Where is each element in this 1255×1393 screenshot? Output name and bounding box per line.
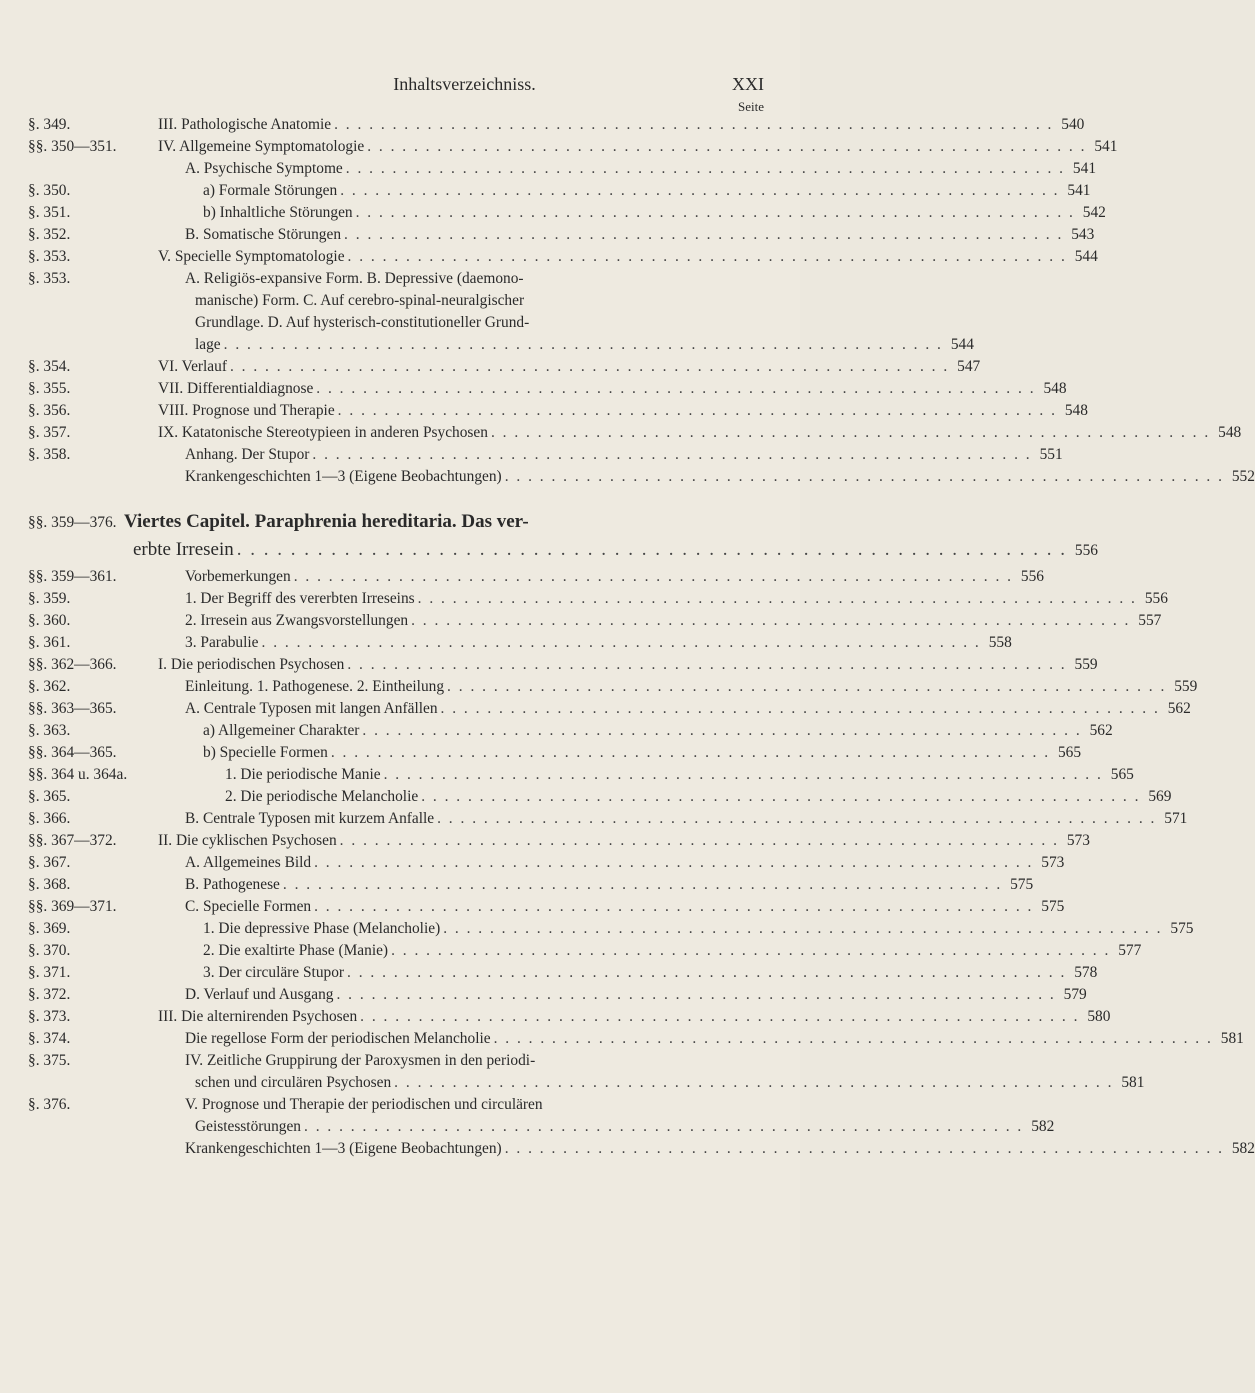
entry-page: 581 <box>1121 1074 1145 1091</box>
section-number: §§. 362—366. <box>28 656 117 673</box>
leader-dots: . . . . . . . . . . . . . . . . . . . . . . . . . . . . . . . . . . . . . . . . . . . . . . . . . . . . . . . . . . . . . . <box>339 832 1059 849</box>
section-number: §§. 350—351. <box>28 138 117 155</box>
section-number: §. 362. <box>28 678 71 695</box>
toc-entry <box>0 786 1172 808</box>
entry-page: 548 <box>1043 380 1067 397</box>
chapter-title-line: Viertes Capitel. Paraphrenia hereditaria. Das ver- <box>124 511 529 532</box>
entry-body <box>185 466 1255 488</box>
entry-title-line: A. Religiös-expansive Form. B. Depressive (daemono- <box>185 270 524 287</box>
entry-body <box>185 1138 1255 1160</box>
toc-entry <box>0 444 1063 466</box>
leader-dots: . . . . . . . . . . . . . . . . . . . . . . . . . . . . . . . . . . . . . . . . . . . . . . . . . . . . . . . . . . . . . . <box>391 942 1111 959</box>
toc-entry <box>0 180 1091 202</box>
entry-page: 556 <box>1074 542 1098 559</box>
entry-title: IX. Katatonische Stereotypieen in anderen Psychosen <box>158 424 488 441</box>
section-number: §§. 369—371. <box>28 898 117 915</box>
section-number: §. 360. <box>28 612 71 629</box>
toc-entry <box>0 918 1194 940</box>
entry-body <box>185 224 1095 246</box>
toc-entry <box>0 202 1106 224</box>
toc-entry <box>0 566 1044 588</box>
entry-line <box>185 1050 766 1072</box>
entry-page: 556 <box>1020 568 1044 585</box>
entry-body <box>203 180 1091 202</box>
entry-body <box>185 808 1188 830</box>
toc-entry <box>0 940 1142 962</box>
entry-title: C. Specielle Formen <box>185 898 312 915</box>
entry-line <box>185 290 766 312</box>
leader-dots: . . . . . . . . . . . . . . . . . . . . . . . . . . . . . . . . . . . . . . . . . . . . . . . . . . . . . . . . . . . . . . <box>493 1030 1213 1047</box>
entry-page: 579 <box>1063 986 1087 1003</box>
toc-entry <box>0 466 1255 488</box>
leader-dots: . . . . . . . . . . . . . . . . . . . . . . . . . . . . . . . . . . . . . . . . . . . . . . . . . . . . . . . . . . . . . . <box>334 116 1054 133</box>
leader-dots: . . . . . . . . . . . . . . . . . . . . . . . . . . . . . . . . . . . . . . . . . . . . . . . . . . . . . . . . . . . . . . <box>417 590 1137 607</box>
entry-body <box>185 158 1097 180</box>
entry-title: Anhang. Der Stupor <box>185 446 310 463</box>
entry-line <box>185 1116 1055 1138</box>
leader-dots: . . . . . . . . . . . . . . . . . . . . . . . . . . . . . . . . . . . . . . . . . . . . . . . . . . . . . . . . . . . . . . <box>447 678 1167 695</box>
entry-body <box>185 1028 1244 1050</box>
toc-entry <box>0 984 1087 1006</box>
section-number: §. 371. <box>28 964 71 981</box>
entry-page: 548 <box>1218 424 1242 441</box>
leader-dots: . . . . . . . . . . . . . . . . . . . . . . . . . . . . . . . . . . . . . . . . . . . . . . . . . . . . . . . . . . . . . . <box>345 160 1066 177</box>
running-title: Inhaltsverzeichniss. <box>393 74 536 94</box>
leader-dots: . . . . . . . . . . . . . . . . . . . . . . . . . . . . . . . . . . . . . . . . . . . . . . . . . . . . . . . . . . . . . . <box>312 446 1032 463</box>
entry-title: 2. Die periodische Melancholie <box>225 788 419 805</box>
section-number: §§. 359—376. <box>28 514 117 531</box>
entry-title: 1. Der Begriff des vererbten Irreseins <box>185 590 415 607</box>
entry-body <box>158 356 981 378</box>
section-number: §. 358. <box>28 446 71 463</box>
section-number: §. 359. <box>28 590 71 607</box>
leader-dots: . . . . . . . . . . . . . . . . . . . . . . . . . . . . . . . . . . . . . . . . . . . . . . . . . . . . . . . . . . . . . . <box>344 226 1064 243</box>
section-number: §. 368. <box>28 876 71 893</box>
section-number: §. 353. <box>28 270 71 287</box>
entry-title: 1. Die periodische Manie <box>225 766 381 783</box>
entry-title: Die regellose Form der periodischen Melancholie <box>185 1030 491 1047</box>
chapter-title-rest: erbte Irresein <box>133 539 234 560</box>
entry-title: III. Die alternirenden Psychosen <box>158 1008 358 1025</box>
leader-dots: . . . . . . . . . . . . . . . . . . . . . . . . . . . . . . . . . . . . . . . . . . . . . . . . . . . . . . . . . . . . . . <box>347 248 1067 265</box>
section-number: §. 373. <box>28 1008 71 1025</box>
leader-dots: . . . . . . . . . . . . . . . . . . . . . . . . . . . . . . . . . . . . . . . . . . . . . . . . . . . . . . . . . . . . . . <box>337 402 1057 419</box>
leader-dots: . . . . . . . . . . . . . . . . . . . . . . . . . . . . . . . . . . . . . . . . . . . . . . . . . . . . . . . . . . . . . . <box>362 722 1082 739</box>
chapter-heading <box>0 508 1098 562</box>
leader-dots: . . . . . . . . . . . . . . . . . . . . . . . . . . . . . . . . . . . . . . . . . . . . . . . . . . . . . . . . . . . . . . <box>347 964 1067 981</box>
section-number: §. 353. <box>28 248 71 265</box>
section-number: §§. 364—365. <box>28 744 117 761</box>
toc-entry <box>0 852 1065 874</box>
entry-page: 562 <box>1089 722 1113 739</box>
toc-entry <box>0 742 1082 764</box>
leader-dots: . . . . . . . . . . . . . . . . . . . . . . . . . . . . . . . . . . . . . . . . . . . . . . . . . . . . . . . . . . . . . . <box>340 182 1060 199</box>
entry-body <box>185 698 1191 720</box>
entry-page: 547 <box>957 358 981 375</box>
entry-page: 541 <box>1072 160 1097 177</box>
section-number: §. 375. <box>28 1052 71 1069</box>
entry-page: 544 <box>1074 248 1098 265</box>
section-number: §. 363. <box>28 722 71 739</box>
entry-page: 562 <box>1167 700 1191 717</box>
entry-body <box>158 136 1118 158</box>
entry-body <box>185 896 1065 918</box>
leader-dots: . . . . . . . . . . . . . . . . . . . . . . . . . . . . . . . . . . . . . . . . . . . . . . . . . . . . . . . . . . . . . . <box>383 766 1103 783</box>
section-number: §. 366. <box>28 810 71 827</box>
entry-body <box>203 720 1113 742</box>
entry-page: 575 <box>1170 920 1194 937</box>
toc-entry <box>0 114 1085 136</box>
section-number: §. 351. <box>28 204 71 221</box>
entry-line <box>185 312 766 334</box>
entry-title-line: schen und circulären Psychosen <box>195 1074 392 1091</box>
section-number: §. 357. <box>28 424 71 441</box>
leader-dots: . . . . . . . . . . . . . . . . . . . . . . . . . . . . . . . . . . . . . . . . . . . . . . . . . . . . . . . . . . . . . . <box>360 1008 1080 1025</box>
entry-body <box>225 786 1172 808</box>
entry-title: b) Specielle Formen <box>203 744 328 761</box>
leader-dots: . . . . . . . . . . . . . . . . . . . . . . . . . . . . . . . . . . . . . . . . . . . . . . . . . . . . . . . . . . . . . . <box>440 700 1160 717</box>
section-number: §. 349. <box>28 116 71 133</box>
entry-title: Einleitung. 1. Pathogenese. 2. Eintheilung <box>185 678 445 695</box>
leader-dots: . . . . . . . . . . . . . . . . . . . . . . . . . . . . . . . . . . . . . . . . . . . . . . . . . . . . . . . . . . . . . . <box>394 1074 1114 1091</box>
toc-entry <box>0 246 1098 268</box>
section-number: §. 372. <box>28 986 71 1003</box>
entry-page: 565 <box>1110 766 1134 783</box>
entry-page: 543 <box>1071 226 1095 243</box>
leader-dots: . . . . . . . . . . . . . . . . . . . . . . . . . . . . . . . . . . . . . . . . . . . . . . . . . . . . . . . . . . . . . . <box>437 810 1157 827</box>
leader-dots: . . . . . . . . . . . . . . . . . . . . . . . . . . . . . . . . . . . . . . . . . . . . . . . . . . . . . . . . . . . . . . <box>367 138 1087 155</box>
entry-title: A. Centrale Typosen mit langen Anfällen <box>185 700 438 717</box>
entry-page: 558 <box>988 634 1012 651</box>
entry-page: 569 <box>1148 788 1172 805</box>
entry-body <box>185 566 1044 588</box>
entry-title: 2. Die exaltirte Phase (Manie) <box>203 942 389 959</box>
entry-page: 548 <box>1064 402 1088 419</box>
entry-title: III. Pathologische Anatomie <box>158 116 332 133</box>
entry-title-line: Grundlage. D. Auf hysterisch-constitutioneller Grund- <box>195 314 530 331</box>
entry-page: 541 <box>1094 138 1118 155</box>
leader-dots: . . . . . . . . . . . . . . . . . . . . . . . . . . . . . . . . . . . . . . . . . . . . . . . . . . . . . . . . . . . . . . <box>504 468 1224 485</box>
entry-title: A. Allgemeines Bild <box>185 854 312 871</box>
leader-dots: . . . . . . . . . . . . . . . . . . . . . . . . . . . . . . . . . . . . . . . . . . . . . . . . . . . . . . . . . . . . . . <box>223 336 943 353</box>
entry-page: 565 <box>1057 744 1082 761</box>
entry-title: B. Somatische Störungen <box>185 226 342 243</box>
entry-page: 573 <box>1066 832 1090 849</box>
seite-label: Seite <box>738 99 764 114</box>
entry-page: 573 <box>1041 854 1065 871</box>
table-of-contents <box>0 114 1255 1160</box>
section-number: §. 350. <box>28 182 71 199</box>
entry-body <box>158 400 1088 422</box>
entry-page: 556 <box>1144 590 1168 607</box>
leader-dots: . . . . . . . . . . . . . . . . . . . . . . . . . . . . . . . . . . . . . . . . . . . . . . . . . . . . . . . . . . . . . . <box>355 204 1075 221</box>
section-number: §§. 359—361. <box>28 568 117 585</box>
leader-dots: . . . . . . . . . . . . . . . . . . . . . . . . . . . . . . . . . . . . . . . . . . . . . . . . . . . . . . . . . . . . . . <box>504 1140 1224 1157</box>
entry-title: 3. Der circuläre Stupor <box>203 964 345 981</box>
entry-body <box>225 764 1134 786</box>
entry-body <box>203 202 1106 224</box>
toc-entry <box>0 632 1012 654</box>
toc-entry-multiline <box>0 268 974 356</box>
entry-title: 1. Die depressive Phase (Melancholie) <box>203 920 441 937</box>
entry-page: 541 <box>1067 182 1091 199</box>
leader-dots: . . . . . . . . . . . . . . . . . . . . . . . . . . . . . . . . . . . . . . . . . . . . . . . . . . . . . . . . . . . . . . <box>304 1118 1024 1135</box>
entry-body <box>185 268 974 356</box>
section-number: §. 361. <box>28 634 71 651</box>
toc-entry <box>0 874 1034 896</box>
entry-title: V. Specielle Symptomatologie <box>158 248 345 265</box>
entry-title: A. Psychische Symptome <box>185 160 343 177</box>
entry-body <box>158 114 1085 136</box>
entry-page: 577 <box>1118 942 1142 959</box>
entry-page: 582 <box>1031 1118 1055 1135</box>
entry-page: 559 <box>1074 656 1098 673</box>
entry-body <box>158 830 1090 852</box>
entry-title: VI. Verlauf <box>158 358 227 375</box>
toc-entry <box>0 378 1067 400</box>
entry-page: 582 <box>1231 1140 1255 1157</box>
entry-page: 575 <box>1010 876 1034 893</box>
toc-entry <box>0 422 1242 444</box>
toc-entry <box>0 808 1188 830</box>
leader-dots: . . . . . . . . . . . . . . . . . . . . . . . . . . . . . . . . . . . . . . . . . . . . . . . . . . . . . . . . . . . . . . <box>421 788 1141 805</box>
toc-entry <box>0 896 1065 918</box>
leader-dots: . . . . . . . . . . . . . . . . . . . . . . . . . . . . . . . . . . . . . . . . . . . . . . . . . . . . . . . . . . . . . . <box>316 380 1036 397</box>
entry-body <box>185 444 1063 466</box>
entry-title: I. Die periodischen Psychosen <box>158 656 345 673</box>
leader-dots: . . . . . . . . . . . . . . . . . . . . . . . . . . . . . . . . . . . . . . . . . . . . . . . . . . . . . . . . . . . . . . <box>236 539 1067 560</box>
leader-dots: . . . . . . . . . . . . . . . . . . . . . . . . . . . . . . . . . . . . . . . . . . . . . . . . . . . . . . . . . . . . . . <box>293 568 1013 585</box>
toc-entry <box>0 158 1097 180</box>
entry-line <box>185 1072 1145 1094</box>
section-number: §. 354. <box>28 358 71 375</box>
toc-entry <box>0 588 1168 610</box>
entry-body <box>158 422 1242 444</box>
section-number: §. 367. <box>28 854 71 871</box>
entry-body <box>185 984 1087 1006</box>
section-number: §. 374. <box>28 1030 71 1047</box>
toc-entry <box>0 962 1098 984</box>
toc-entry <box>0 698 1191 720</box>
entry-title-line: Geistesstörungen <box>195 1118 302 1135</box>
leader-dots: . . . . . . . . . . . . . . . . . . . . . . . . . . . . . . . . . . . . . . . . . . . . . . . . . . . . . . . . . . . . . . <box>330 744 1051 761</box>
entry-title-line: V. Prognose und Therapie der periodischen und circulären <box>185 1096 543 1113</box>
entry-page: 580 <box>1087 1008 1111 1025</box>
entry-body <box>203 918 1194 940</box>
entry-title: a) Allgemeiner Charakter <box>203 722 360 739</box>
toc-entry <box>0 136 1118 158</box>
entry-body <box>203 962 1098 984</box>
leader-dots: . . . . . . . . . . . . . . . . . . . . . . . . . . . . . . . . . . . . . . . . . . . . . . . . . . . . . . . . . . . . . . <box>443 920 1163 937</box>
entry-title: VII. Differentialdiagnose <box>158 380 314 397</box>
entry-body <box>185 676 1198 698</box>
entry-title-line: lage <box>195 336 221 353</box>
section-number: §. 355. <box>28 380 71 397</box>
entry-title: II. Die cyklischen Psychosen <box>158 832 337 849</box>
toc-entry <box>0 1138 1255 1160</box>
entry-title: B. Pathogenese <box>185 876 280 893</box>
entry-body <box>158 654 1098 676</box>
toc-entry <box>0 400 1088 422</box>
entry-body <box>158 246 1098 268</box>
toc-entry <box>0 830 1090 852</box>
leader-dots: . . . . . . . . . . . . . . . . . . . . . . . . . . . . . . . . . . . . . . . . . . . . . . . . . . . . . . . . . . . . . . <box>229 358 950 375</box>
entry-title: VIII. Prognose und Therapie <box>158 402 335 419</box>
toc-entry <box>0 224 1095 246</box>
entry-title: B. Centrale Typosen mit kurzem Anfalle <box>185 810 435 827</box>
toc-entry-multiline <box>0 1050 1145 1094</box>
entry-body <box>203 940 1142 962</box>
entry-body <box>185 852 1065 874</box>
section-number: §. 376. <box>28 1096 71 1113</box>
leader-dots: . . . . . . . . . . . . . . . . . . . . . . . . . . . . . . . . . . . . . . . . . . . . . . . . . . . . . . . . . . . . . . <box>411 612 1131 629</box>
entry-page: 540 <box>1061 116 1085 133</box>
entry-line <box>185 268 766 290</box>
leader-dots: . . . . . . . . . . . . . . . . . . . . . . . . . . . . . . . . . . . . . . . . . . . . . . . . . . . . . . . . . . . . . . <box>314 854 1034 871</box>
toc-entry <box>0 610 1162 632</box>
entry-body <box>185 588 1168 610</box>
toc-entry <box>0 1006 1111 1028</box>
entry-body <box>203 742 1082 764</box>
section-number: §. 369. <box>28 920 71 937</box>
entry-title: 2. Irresein aus Zwangsvorstellungen <box>185 612 409 629</box>
entry-title-line: IV. Zeitliche Gruppirung der Paroxysmen in den periodi- <box>185 1052 536 1069</box>
entry-page: 575 <box>1041 898 1065 915</box>
toc-entry <box>0 356 981 378</box>
entry-title: IV. Allgemeine Symptomatologie <box>158 138 365 155</box>
entry-title: b) Inhaltliche Störungen <box>203 204 353 221</box>
entry-line <box>185 1094 766 1116</box>
toc-entry-multiline <box>0 1094 1055 1138</box>
entry-body <box>158 378 1067 400</box>
page-number: XXI <box>732 74 764 94</box>
entry-body <box>185 1094 1055 1138</box>
entry-page: 559 <box>1174 678 1198 695</box>
toc-entry <box>0 676 1198 698</box>
entry-title: Vorbemerkungen <box>185 568 291 585</box>
entry-body <box>158 1006 1111 1028</box>
section-number: §. 370. <box>28 942 71 959</box>
entry-body <box>185 610 1162 632</box>
toc-entry <box>0 1028 1244 1050</box>
section-number: §§. 364 u. 364a. <box>28 766 128 783</box>
leader-dots: . . . . . . . . . . . . . . . . . . . . . . . . . . . . . . . . . . . . . . . . . . . . . . . . . . . . . . . . . . . . . . <box>282 876 1003 893</box>
entry-page: 544 <box>950 336 974 353</box>
entry-page: 551 <box>1039 446 1063 463</box>
toc-entry <box>0 720 1113 742</box>
leader-dots: . . . . . . . . . . . . . . . . . . . . . . . . . . . . . . . . . . . . . . . . . . . . . . . . . . . . . . . . . . . . . . <box>490 424 1211 441</box>
entry-page: 581 <box>1220 1030 1244 1047</box>
entry-line <box>185 334 974 356</box>
toc-entry <box>0 764 1134 786</box>
entry-page: 542 <box>1082 204 1106 221</box>
leader-dots: . . . . . . . . . . . . . . . . . . . . . . . . . . . . . . . . . . . . . . . . . . . . . . . . . . . . . . . . . . . . . . <box>347 656 1067 673</box>
leader-dots: . . . . . . . . . . . . . . . . . . . . . . . . . . . . . . . . . . . . . . . . . . . . . . . . . . . . . . . . . . . . . . <box>314 898 1034 915</box>
entry-body <box>185 874 1034 896</box>
entry-title: 3. Parabulie <box>185 634 259 651</box>
chapter-title-line <box>124 536 1098 564</box>
section-number: §. 352. <box>28 226 71 243</box>
entry-page: 557 <box>1138 612 1162 629</box>
entry-page: 552 <box>1231 468 1255 485</box>
section-number: §§. 367—372. <box>28 832 117 849</box>
entry-body <box>185 632 1012 654</box>
entry-title: D. Verlauf und Ausgang <box>185 986 334 1003</box>
entry-title: Krankengeschichten 1—3 (Eigene Beobachtungen) <box>185 468 502 485</box>
entry-title-line: manische) Form. C. Auf cerebro-spinal-neuralgischer <box>195 292 525 309</box>
entry-title: a) Formale Störungen <box>203 182 338 199</box>
entry-page: 571 <box>1164 810 1188 827</box>
section-number: §§. 363—365. <box>28 700 117 717</box>
chapter-body <box>124 508 1098 564</box>
leader-dots: . . . . . . . . . . . . . . . . . . . . . . . . . . . . . . . . . . . . . . . . . . . . . . . . . . . . . . . . . . . . . . <box>261 634 981 651</box>
section-number: §. 365. <box>28 788 71 805</box>
entry-title: Krankengeschichten 1—3 (Eigene Beobachtungen) <box>185 1140 502 1157</box>
entry-page: 578 <box>1074 964 1098 981</box>
leader-dots: . . . . . . . . . . . . . . . . . . . . . . . . . . . . . . . . . . . . . . . . . . . . . . . . . . . . . . . . . . . . . . <box>336 986 1056 1003</box>
toc-entry <box>0 654 1098 676</box>
entry-body <box>185 1050 1145 1094</box>
section-number: §. 356. <box>28 402 71 419</box>
